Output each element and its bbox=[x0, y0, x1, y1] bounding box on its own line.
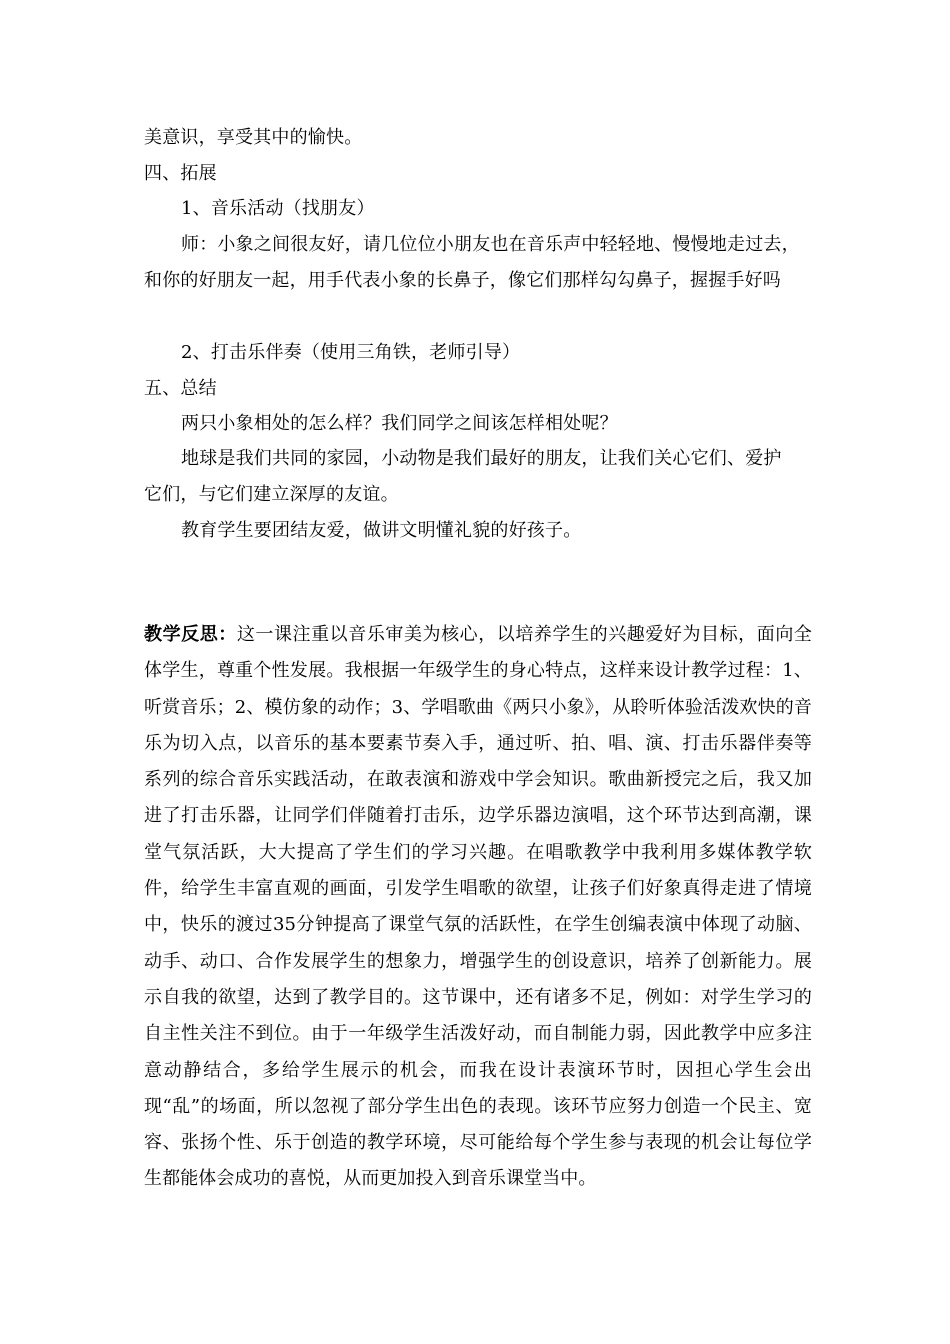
subheading-music-activity: 1、音乐活动（找朋友） bbox=[181, 198, 375, 219]
paragraph-line: 教育学生要团结友爱，做讲文明懂礼貌的好孩子。 bbox=[181, 520, 582, 541]
subheading-percussion: 2、打击乐伴奏（使用三角铁，老师引导） bbox=[181, 342, 521, 363]
paragraph-line: 它们，与它们建立深厚的友谊。 bbox=[144, 484, 399, 505]
paragraph-line: 美意识，享受其中的愉快。 bbox=[144, 127, 363, 148]
reflection-body: 这一课注重以音乐审美为核心，以培养学生的兴趣爱好为目标，面向全体学生，尊重个性发展。我根据一年级学生的身心特点，这样来设计教学过程：1、听赏音乐；2、模仿象的动作；3、学唱歌曲《两只小象》，从聆听体验活泼欢快的音乐为切入点，以音乐的基本要素节奏入手，通过听、拍、唱、演、打击乐器伴奏等系列的综合音乐实践活动，在敢表演和游戏中学会知识。歌曲新授完之后，我又加进了打击乐器，让同学们伴随着打击乐，边学乐器边演唱，这个环节达到高潮，课堂气氛活跃，大大提高了学生们的学习兴趣。在唱歌教学中我利用多媒体教学软件，给学生丰富直观的画面，引发学生唱歌的欲望，让孩子们好象真得走进了情境中，快乐的渡过35分钟提高了课堂气氛的活跃性，在学生创编表演中体现了动脑、动手、动口、合作发展学生的想象力，增强学生的创设意识，培养了创新能力。展示自我的欲望，达到了教学目的。这节课中，还有诸多不足，例如：对学生学习的自主性关注不到位。由于一年级学生活泼好动，而自制能力弱，因此教学中应多注意动静结合，多给学生展示的机会，而我在设计表演环节时，因担心学生会出现“乱”的场面，所以忽视了部分学生出色的表现。该环节应努力创造一个民主、宽容、张扬个性、乐于创造的教学环境，尽可能给每个学生参与表现的机会让每位学生都能体会成功的喜悦，从而更加投入到音乐课堂当中。 bbox=[144, 624, 812, 1190]
teaching-reflection-paragraph bbox=[144, 617, 812, 1198]
section-heading-summary: 五、总结 bbox=[144, 378, 217, 399]
paragraph-line: 师：小象之间很友好，请几位位小朋友也在音乐声中轻轻地、慢慢地走过去， bbox=[181, 234, 800, 255]
paragraph-line: 两只小象相处的怎么样？我们同学之间该怎样相处呢？ bbox=[181, 413, 618, 434]
section-heading-extension: 四、拓展 bbox=[144, 163, 217, 184]
paragraph-line: 地球是我们共同的家园，小动物是我们最好的朋友，让我们关心它们、爱护 bbox=[181, 448, 782, 469]
paragraph-line: 和你的好朋友一起，用手代表小象的长鼻子，像它们那样勾勾鼻子，握握手好吗 bbox=[144, 270, 781, 291]
reflection-label: 教学反思： bbox=[144, 624, 237, 645]
